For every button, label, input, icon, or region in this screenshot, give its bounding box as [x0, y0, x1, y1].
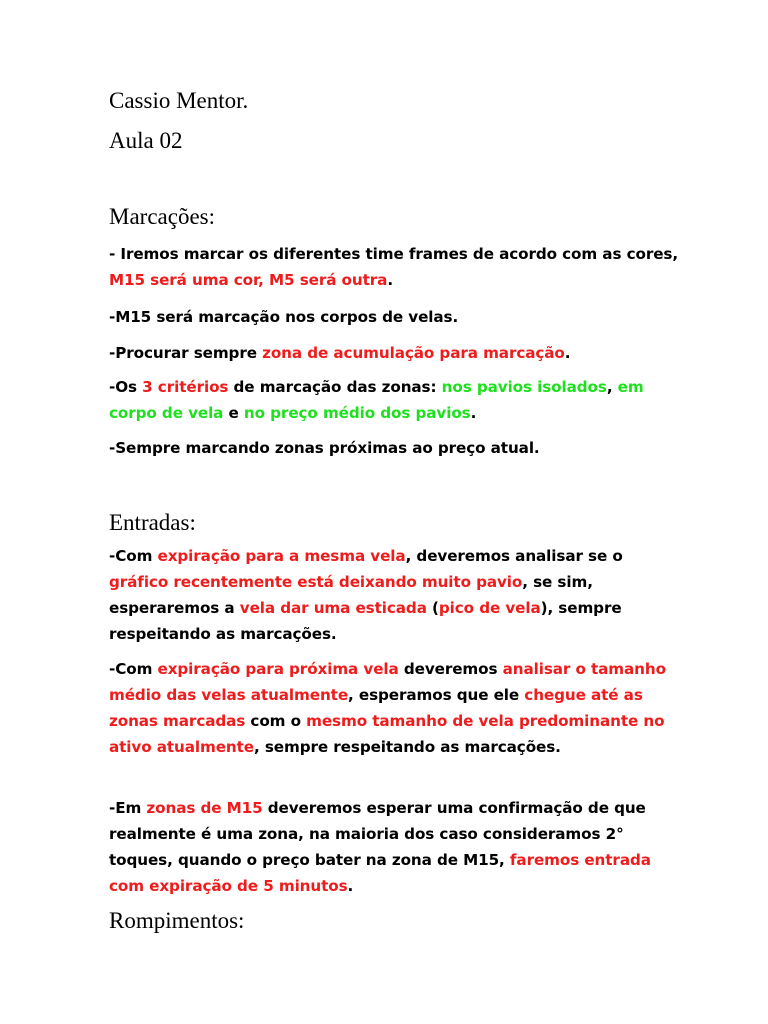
text-segment: deveremos	[398, 660, 503, 678]
text-segment: .	[387, 271, 393, 289]
text-segment: -Com	[109, 547, 158, 565]
paragraph	[109, 795, 681, 899]
highlight-red: gráfico recentemente está deixando muito pavio	[109, 573, 523, 591]
text-segment: .	[564, 344, 571, 362]
text-segment: ,	[606, 378, 618, 396]
lesson-title: Aula 02	[109, 128, 183, 153]
section-heading-entradas: Entradas:	[109, 510, 196, 535]
text-segment: com o	[245, 712, 307, 730]
paragraph	[109, 656, 681, 760]
text-segment: de marcação das zonas:	[228, 378, 442, 396]
highlight-red: expiração para próxima vela	[157, 660, 399, 678]
text-segment: deveremos esperar uma confirmação de que realmente é uma zona, na maioria dos caso consideramos 2° toques, quando o preço bater na zona de M15,	[109, 799, 646, 869]
author-title: Cassio Mentor.	[109, 88, 249, 113]
text-segment: -Procurar sempre	[109, 344, 263, 362]
highlight-green: no preço médio dos pavios	[243, 404, 471, 422]
text-segment: -Em	[109, 799, 147, 817]
text-segment: -Os	[109, 378, 143, 396]
paragraph	[109, 374, 681, 426]
paragraph	[109, 435, 681, 461]
text-segment: (	[426, 599, 439, 617]
paragraph	[109, 340, 681, 366]
text-segment: -Com	[109, 660, 158, 678]
text-segment: - Iremos marcar os diferentes time frames de acordo com as cores,	[109, 245, 679, 263]
text-segment: ), sempre respeitando as marcações.	[109, 599, 622, 643]
highlight-red: mesmo tamanho de vela predominante no ativo atualmente	[109, 712, 665, 756]
highlight-red: analisar o tamanho médio das velas atualmente	[109, 660, 666, 704]
highlight-red: zona de acumulação para marcação	[262, 344, 565, 362]
section-heading-marcacoes: Marcações:	[109, 204, 215, 229]
paragraph	[109, 304, 681, 330]
text-segment: , esperamos que ele	[348, 686, 525, 704]
text-segment: -M15 será marcação nos corpos de velas.	[109, 308, 459, 326]
highlight-red: faremos entrada com expiração de 5 minutos	[109, 851, 651, 895]
highlight-red: pico de vela	[438, 599, 541, 617]
text-segment: .	[347, 877, 354, 895]
highlight-green: nos pavios isolados	[441, 378, 607, 396]
section-heading-rompimentos: Rompimentos:	[109, 908, 245, 933]
highlight-red: expiração para a mesma vela	[157, 547, 406, 565]
paragraph	[109, 241, 681, 293]
text-segment: , se sim, esperaremos a	[109, 573, 593, 617]
text-segment: -Sempre marcando zonas próximas ao preço atual.	[109, 439, 540, 457]
highlight-green: em corpo de vela	[109, 378, 644, 422]
text-segment: e	[223, 404, 244, 422]
highlight-red: chegue até as zonas marcadas	[109, 686, 643, 730]
text-segment: , sempre respeitando as marcações.	[254, 738, 561, 756]
highlight-red: 3 critérios	[142, 378, 229, 396]
highlight-red: M15 será uma cor, M5 será outra	[109, 271, 388, 289]
highlight-red: zonas de M15	[146, 799, 263, 817]
text-segment: , deveremos analisar se o	[405, 547, 623, 565]
highlight-red: vela dar uma esticada	[239, 599, 427, 617]
paragraph	[109, 543, 681, 647]
text-segment: .	[470, 404, 477, 422]
